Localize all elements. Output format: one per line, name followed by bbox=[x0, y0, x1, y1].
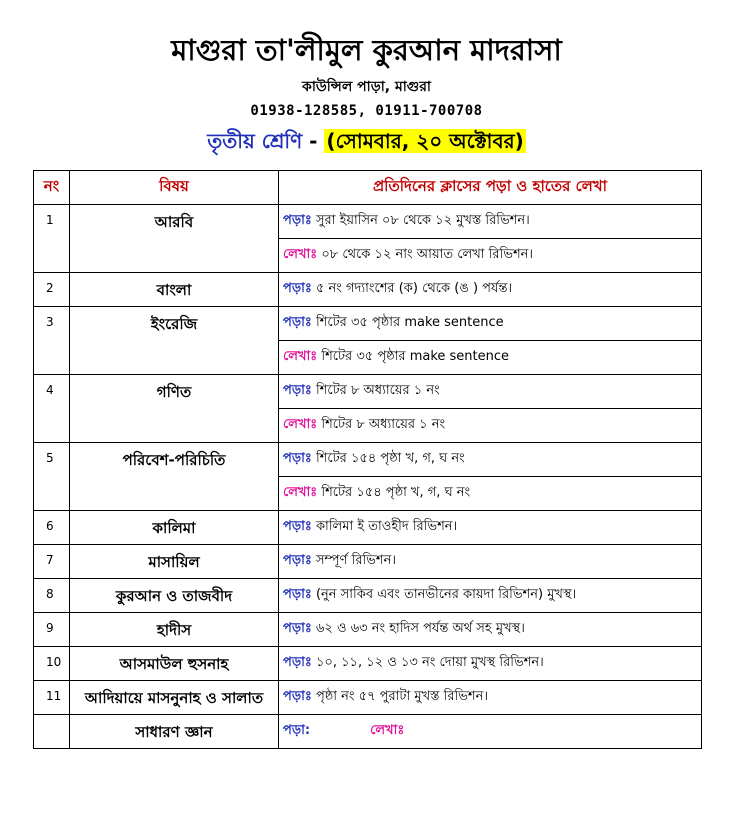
write-label: লেখাঃ bbox=[283, 247, 318, 262]
madrasa-title: মাগুরা তা'লীমুল কুরআন মাদরাসা bbox=[171, 33, 562, 67]
row-number bbox=[34, 715, 70, 749]
row-subject: ইংরেজি bbox=[70, 307, 279, 375]
read-text: (নুন সাকিব এবং তানভীনের কায়দা রিভিশন) মুখস্থ। bbox=[315, 587, 577, 602]
write-text: শিটের ৮ অধ্যায়ের ১ নং bbox=[321, 417, 446, 432]
table-header-row bbox=[34, 171, 702, 205]
read-label: পড়াঃ bbox=[283, 281, 312, 296]
read-label: পড়া: bbox=[283, 723, 311, 738]
write-label: লেখাঃ bbox=[370, 723, 405, 738]
row-number: 9 bbox=[34, 613, 70, 647]
read-task bbox=[279, 681, 702, 715]
table-row bbox=[34, 511, 702, 545]
class-name: তৃতীয় শ্রেণি bbox=[207, 129, 303, 153]
row-number: 8 bbox=[34, 579, 70, 613]
header-lesson: প্রতিদিনের ক্লাসের পড়া ও হাতের লেখা bbox=[279, 171, 702, 205]
read-label: পড়াঃ bbox=[283, 451, 312, 466]
row-subject: আদিয়ায়ে মাসনুনাহ ও সালাত bbox=[70, 681, 279, 715]
row-number: 6 bbox=[34, 511, 70, 545]
read-task bbox=[279, 273, 702, 307]
write-text: শিটের ১৫৪ পৃষ্ঠা খ, গ, ঘ নং bbox=[321, 485, 471, 500]
table-row bbox=[34, 443, 702, 477]
row-number: 7 bbox=[34, 545, 70, 579]
read-text: কালিমা ই তাওহীদ রিভিশন। bbox=[315, 519, 458, 534]
row-subject: বাংলা bbox=[70, 273, 279, 307]
madrasa-address: কাউন্সিল পাড়া, মাগুরা bbox=[302, 79, 431, 95]
read-task bbox=[279, 545, 702, 579]
table-row bbox=[34, 273, 702, 307]
read-label: পড়াঃ bbox=[283, 587, 312, 602]
row-number: 4 bbox=[34, 375, 70, 443]
table-row bbox=[34, 681, 702, 715]
row-number: 11 bbox=[34, 681, 70, 715]
row-subject: কালিমা bbox=[70, 511, 279, 545]
class-date: (সোমবার, ২০ অক্টোবর) bbox=[326, 129, 524, 153]
row-number: 5 bbox=[34, 443, 70, 511]
read-label: পড়াঃ bbox=[283, 315, 312, 330]
read-label: পড়াঃ bbox=[283, 621, 312, 636]
row-subject: হাদীস bbox=[70, 613, 279, 647]
header-subject: বিষয় bbox=[70, 171, 279, 205]
class-line bbox=[0, 126, 733, 156]
row-number: 1 bbox=[34, 205, 70, 273]
write-label: লেখাঃ bbox=[283, 349, 318, 364]
read-text: ৬২ ও ৬৩ নং হাদিস পর্যন্ত অর্থ সহ মুখস্থ। bbox=[315, 621, 525, 636]
write-text: শিটের ৩৫ পৃষ্ঠার make sentence bbox=[321, 349, 510, 364]
read-text: পৃষ্ঠা নং ৫৭ পুরাটা মুখস্ত রিভিশন। bbox=[315, 689, 488, 704]
read-task bbox=[279, 647, 702, 681]
table-row bbox=[34, 375, 702, 409]
table-row bbox=[34, 647, 702, 681]
table-row bbox=[34, 307, 702, 341]
read-label: পড়াঃ bbox=[283, 689, 312, 704]
read-text: ১০, ১১, ১২ ও ১৩ নং দোয়া মুখস্থ রিভিশন। bbox=[315, 655, 544, 670]
table-row bbox=[34, 579, 702, 613]
read-text: সুরা ইয়াসিন ০৮ থেকে ১২ মুখস্ত রিভিশন। bbox=[315, 213, 530, 228]
contact-phones: 01938-128585, 01911-700708 bbox=[250, 103, 483, 119]
read-label: পড়াঃ bbox=[283, 655, 312, 670]
read-task bbox=[279, 375, 702, 409]
read-task bbox=[279, 205, 702, 239]
read-label: পড়াঃ bbox=[283, 519, 312, 534]
row-subject: আরবি bbox=[70, 205, 279, 273]
write-text: ০৮ থেকে ১২ নাং আয়াত লেখা রিভিশন। bbox=[321, 247, 534, 262]
header-number: নং bbox=[34, 171, 70, 205]
write-label: লেখাঃ bbox=[283, 417, 318, 432]
row-subject: গণিত bbox=[70, 375, 279, 443]
read-text: শিটের ৮ অধ্যায়ের ১ নং bbox=[315, 383, 440, 398]
read-task bbox=[279, 443, 702, 477]
read-text: সম্পূর্ণ রিভিশন। bbox=[315, 553, 396, 568]
read-task bbox=[279, 307, 702, 341]
read-task bbox=[279, 613, 702, 647]
gk-task bbox=[279, 715, 702, 749]
row-subject: পরিবেশ-পরিচিতি bbox=[70, 443, 279, 511]
row-subject: আসমাউল হুসনাহ bbox=[70, 647, 279, 681]
write-task bbox=[279, 477, 702, 511]
row-number: 3 bbox=[34, 307, 70, 375]
write-task bbox=[279, 239, 702, 273]
table-row bbox=[34, 545, 702, 579]
read-task bbox=[279, 579, 702, 613]
row-subject: কুরআন ও তাজবীদ bbox=[70, 579, 279, 613]
table-row-general-knowledge bbox=[34, 715, 702, 749]
write-task bbox=[279, 409, 702, 443]
read-label: পড়াঃ bbox=[283, 553, 312, 568]
read-text: ৫ নং গদ্যাংশের (ক) থেকে (ঙ ) পর্যন্ত। bbox=[315, 281, 513, 296]
write-label: লেখাঃ bbox=[283, 485, 318, 500]
row-number: 2 bbox=[34, 273, 70, 307]
write-task bbox=[279, 341, 702, 375]
read-label: পড়াঃ bbox=[283, 213, 312, 228]
table-row bbox=[34, 205, 702, 239]
read-label: পড়াঃ bbox=[283, 383, 312, 398]
routine-table bbox=[33, 170, 702, 749]
row-number: 10 bbox=[34, 647, 70, 681]
table-row bbox=[34, 613, 702, 647]
document-header bbox=[0, 30, 733, 156]
class-separator: - bbox=[309, 129, 318, 153]
row-subject: সাধারণ জ্ঞান bbox=[70, 715, 279, 749]
row-subject: মাসায়িল bbox=[70, 545, 279, 579]
read-task bbox=[279, 511, 702, 545]
routine-body bbox=[34, 205, 702, 749]
read-text: শিটের ১৫৪ পৃষ্ঠা খ, গ, ঘ নং bbox=[315, 451, 465, 466]
read-text: শিটের ৩৫ পৃষ্ঠার make sentence bbox=[315, 315, 504, 330]
